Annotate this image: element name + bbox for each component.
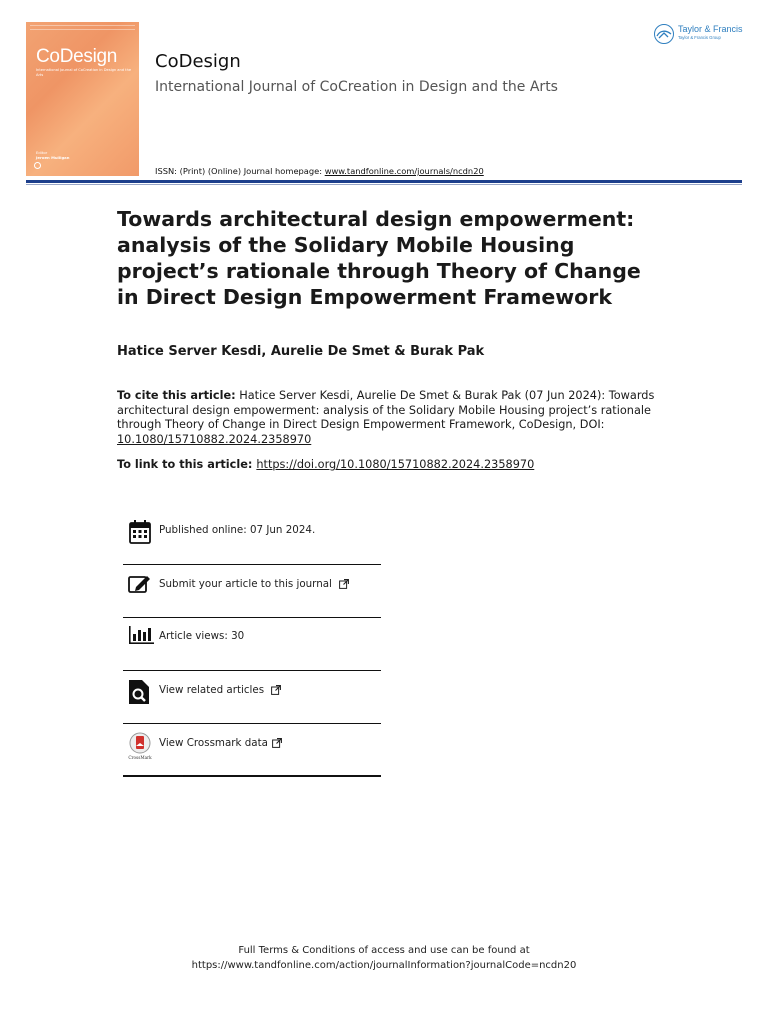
citation-label: To cite this article: [117,389,236,402]
header-divider-thin [26,184,742,185]
meta-divider [123,723,381,724]
article-title: Towards architectural design empowerment: analysis of the Solidary Mobile Housing project’s rationale through Theory of Change in Direct Design Empowerment Framework [117,207,641,309]
cover-title: CoDesign [36,46,118,67]
article-link-line [117,458,534,471]
calendar-icon [128,519,152,543]
journal-cover-image [26,22,139,176]
meta-divider [123,617,381,618]
external-link-icon [272,738,282,748]
cover-editor-label: Editor [36,150,48,155]
citation-doi-link[interactable]: 10.1080/15710882.2024.2358970 [117,433,312,447]
submit-row[interactable] [123,573,381,593]
crossmark-row[interactable] [123,732,381,760]
external-link-icon [271,685,281,695]
external-link-icon [339,579,349,589]
crossmark-label: View Crossmark data [159,737,268,749]
footer-line-1: Full Terms & Conditions of access and use can be found at [238,945,530,956]
submit-label: Submit your article to this journal [159,578,332,590]
article-views: Article views: 30 [159,630,245,642]
views-row [123,625,381,645]
published-date: Published online: 07 Jun 2024. [159,524,316,536]
search-document-icon [128,679,152,703]
meta-divider [123,670,381,671]
citation-text: Hatice Server Kesdi, Aurelie De Smet & Burak Pak (07 Jun 2024): Towards architectural design empowerment: analysis of the Solidary Mobile Housing project’s rationale through Theory of Change in Direct Design Empowerment Framework, CoDesign, DOI: [117,389,655,432]
bar-chart-icon [128,625,152,649]
article-authors: Hatice Server Kesdi, Aurelie De Smet & Burak Pak [117,344,485,359]
publisher-logo[interactable] [654,22,746,46]
related-label: View related articles [159,684,265,696]
meta-divider [123,564,381,565]
cover-subtitle: International Journal of CoCreation in Design and the Arts [36,68,132,77]
submit-article-link[interactable] [159,578,349,590]
published-row [123,519,381,539]
publisher-name: Taylor & Francis [678,24,743,34]
related-articles-link[interactable] [159,684,281,696]
crossmark-link[interactable] [159,737,282,749]
cover-editor [36,150,69,160]
footer-terms-link[interactable]: https://www.tandfonline.com/action/journalInformation?journalCode=ncdn20 [191,960,577,971]
publisher-logo-icon [654,24,674,44]
header-divider [26,180,742,183]
crossmark-icon [128,732,152,760]
crossmark-caption: CrossMark [128,755,152,760]
cover-editor-name: Jeroen Mulligan [36,155,70,160]
related-row[interactable] [123,679,381,699]
cover-publisher-logo-icon [34,162,41,169]
issn-line [155,166,484,176]
issn-prefix: ISSN: (Print) (Online) Journal homepage: [155,166,325,176]
publisher-group: Taylor & Francis Group [678,35,721,40]
journal-name: CoDesign [155,51,241,72]
meta-divider-bottom [123,775,381,777]
article-doi-link[interactable]: https://doi.org/10.1080/15710882.2024.2358970 [256,458,535,471]
journal-subtitle: International Journal of CoCreation in Design and the Arts [155,79,558,95]
edit-icon [128,573,152,597]
cover-top-rule [30,25,135,30]
journal-homepage-link[interactable]: www.tandfonline.com/journals/ncdn20 [324,166,484,176]
article-link-label: To link to this article: [117,458,257,471]
citation-block [117,389,657,448]
footer-terms [0,943,768,973]
